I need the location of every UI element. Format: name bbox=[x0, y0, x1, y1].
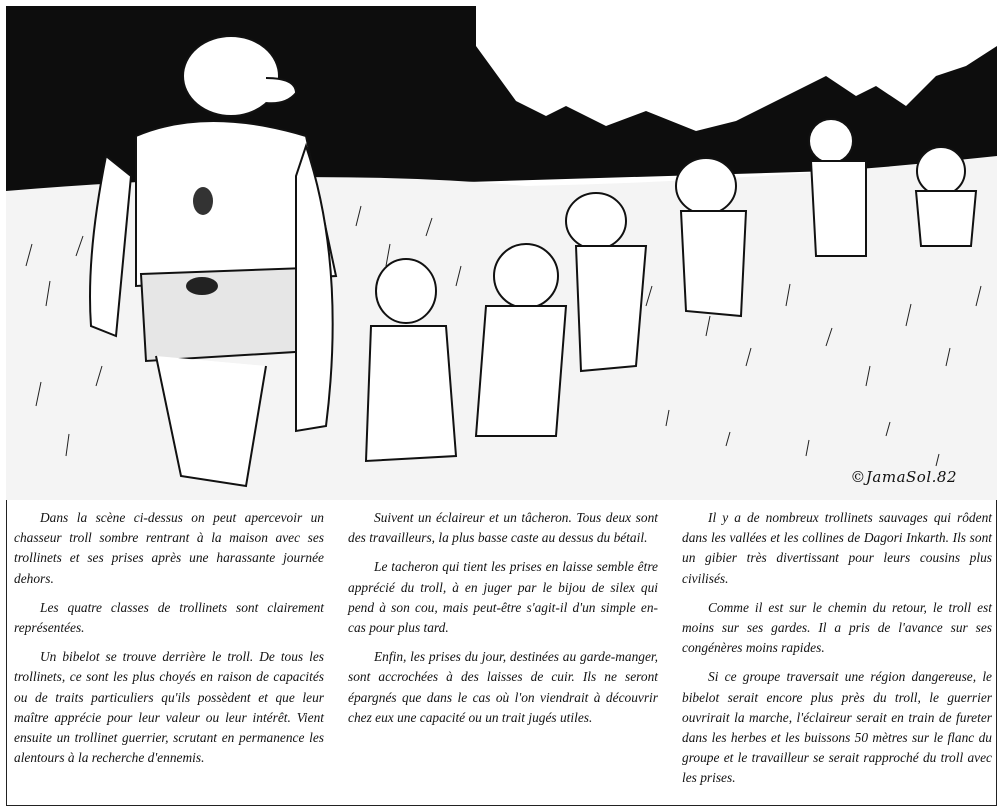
paragraph: Dans la scène ci-dessus on peut apercevoir un chasseur troll sombre rentrant à la maison avec ses trollinets et ses prises après une harassante journée dehors. bbox=[14, 510, 324, 586]
column-right bbox=[682, 508, 992, 804]
paragraph: Si ce groupe traversait une région dangereuse, le bibelot serait encore plus près du troll, le guerrier ouvrirait la marche, l'éclaireur serait en train de fureter dans les herbes et les buissons 50 mètres sur le flanc du groupe et le travailleur se serait rapproché du troll avec les prises. bbox=[682, 669, 992, 786]
text-columns bbox=[14, 508, 992, 804]
paragraph: Suivent un éclaireur et un tâcheron. Tous deux sont des travailleurs, la plus basse caste au dessus du bétail. bbox=[348, 510, 658, 546]
paragraph: Un bibelot se trouve derrière le troll. De tous les trollinets, ce sont les plus choyés en raison de capacités ou de traits particuliers qu'ils possèdent et que leur maître apprécie pour leur valeur ou leur intérêt. Vient ensuite un trollinet guerrier, scrutant en permanence les alentours à la recherche d'ennemis. bbox=[14, 649, 324, 766]
artist-signature: ©JamaSol.82 bbox=[850, 468, 957, 486]
illustration-drawing bbox=[6, 6, 997, 500]
paragraph: Il y a de nombreux trollinets sauvages qui rôdent dans les vallées et les collines de Dagori Inkarth. Ils sont un gibier très divertissant pour leurs cousins plus civilisés. bbox=[682, 510, 992, 586]
paragraph: Le tacheron qui tient les prises en laisse semble être apprécié du troll, à en juger par le bijou de silex qui pend à son cou, mais peut-être s'agit-il d'un simple en-cas pour plus tard. bbox=[348, 559, 658, 636]
troll-scene-illustration bbox=[6, 6, 997, 500]
column-left bbox=[14, 508, 324, 804]
paragraph: Les quatre classes de trollinets sont clairement représentées. bbox=[14, 599, 324, 636]
paragraph: Enfin, les prises du jour, destinées au garde-manger, sont accrochées à des laisses de cuir. Ils ne seront épargnés que dans le cas où l'on viendrait à découvrir chez eux une capacité ou un trait jugés utiles. bbox=[348, 649, 658, 725]
paragraph: Comme il est sur le chemin du retour, le troll est moins sur ses gardes. Il a pris de l'avance sur ses congénères moins rapides. bbox=[682, 599, 992, 656]
column-middle bbox=[348, 508, 658, 804]
